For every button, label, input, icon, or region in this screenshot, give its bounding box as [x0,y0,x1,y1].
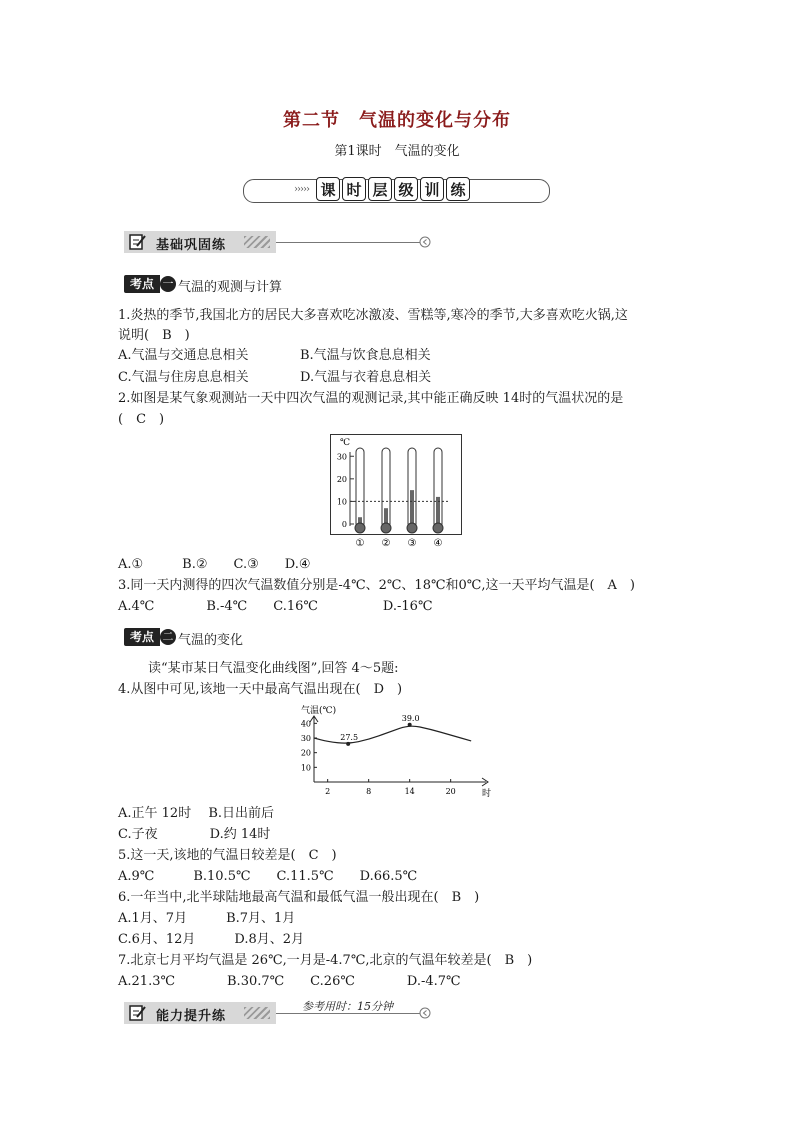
kaodian-label: 气温的变化 [178,633,244,648]
x-tick-label: 20 [445,787,456,796]
reading-intro: 读“某市某日气温变化曲线图”,回答 4～5题: [148,661,399,676]
q1-stem-line2: 说明( B ) [118,328,190,343]
banner-char: 训 [420,177,444,201]
q7-stem: 7.北京七月平均气温是 26℃,一月是-4.7℃,北京的气温年较差是( B ) [118,953,533,968]
hatch-decoration [244,236,270,248]
kaodian-number: 一 [160,276,176,292]
hatch-decoration [244,1007,270,1019]
x-tick-label: 2 [325,787,331,796]
chart-xlabel: 时 [482,789,492,799]
y-tick-label: 10 [300,763,311,773]
y-tick-label: 30 [300,734,311,743]
banner-char: 级 [394,177,418,201]
section-header-basic [124,231,276,253]
section-label: 基础巩固练 [156,238,227,253]
q6-options-row1: A.1月、7月 B.7月、1月 [118,911,296,926]
page-title: 第二节 气温的变化与分布 [283,110,511,131]
thermometer-label: ④ [433,538,443,549]
thermometer-bulb [381,523,391,533]
section-header-advanced [124,1002,276,1024]
q1-option-c: C.气温与住房息息相关 [118,370,249,385]
q4-stem: 4.从图中可见,该地一天中最高气温出现在( D ) [118,682,403,697]
chevron-right-icon: ››››› [294,184,309,195]
q1-option-b: B.气温与饮食息息相关 [300,348,431,363]
circle-arrow-icon [419,236,431,248]
q2-stem-line1: 2.如图是某气象观测站一天中四次气温的观测记录,其中能正确反映 14时的气温状况的是 [118,391,624,406]
thermometer-bulb [433,523,443,533]
data-label: 39.0 [401,713,420,723]
q4-options-row2: C.子夜 D.约 14时 [118,827,271,842]
kaodian-tag: 考点 [124,628,160,646]
q3-options: A.4℃ B.-4℃ C.16℃ D.-16℃ [118,599,433,614]
banner-title [316,177,470,201]
y-tick-label: 20 [300,748,311,758]
q2-options: A.① B.② C.③ D.④ [118,557,311,572]
q5-stem: 5.这一天,该地的气温日较差是( C ) [118,848,337,863]
banner-char: 时 [342,177,366,201]
q5-options: A.9℃ B.10.5℃ C.11.5℃ D.66.5℃ [118,869,418,884]
series-line [314,726,471,743]
thermometer-tube [356,448,364,528]
q1-option-a: A.气温与交通息息相关 [118,348,249,363]
q1-stem-line1: 1.炎热的季节,我国北方的居民大多喜欢吃冰激凌、雪糕等,寒冷的季节,大多喜欢吃火锅,这 [118,308,628,323]
y-tick-label: 40 [300,719,311,729]
y-tick-label: 0 [341,520,347,529]
banner-char: 课 [316,177,340,201]
x-tick-label: 8 [366,787,372,796]
pencil-note-icon [129,234,147,250]
axis-unit: ℃ [340,438,351,448]
q7-options: A.21.3℃ B.30.7℃ C.26℃ D.-4.7℃ [118,974,461,989]
data-label: 27.5 [340,732,359,742]
q6-options-row2: C.6月、12月 D.8月、2月 [118,932,305,947]
mercury-column [410,490,414,528]
chart-ylabel: 气温(℃) [301,706,337,716]
thermometer-label: ③ [407,538,417,549]
pencil-note-icon [129,1005,147,1021]
kaodian-label: 气温的观测与计算 [178,280,283,295]
thermometer-bulb [407,523,417,533]
time-note: 参考用时：15分钟 [302,1000,393,1013]
data-point [346,742,350,746]
circle-arrow-icon [419,1007,431,1019]
data-point [408,723,412,727]
section-divider [276,242,420,243]
y-tick-label: 10 [336,497,347,507]
lesson-subtitle: 第1课时 气温的变化 [334,144,460,159]
thermometer-label: ① [355,538,365,549]
q3-stem: 3.同一天内测得的四次气温数值分别是-4℃、2℃、18℃和0℃,这一天平均气温是( A ) [118,578,635,593]
q2-stem-line2: ( C ) [118,412,165,427]
kaodian-number: 二 [160,629,176,645]
q6-stem: 6.一年当中,北半球陆地最高气温和最低气温一般出现在( B ) [118,890,480,905]
q4-options-row1: A.正午 12时 B.日出前后 [118,806,275,821]
section-label: 能力提升练 [156,1009,227,1024]
banner-char: 层 [368,177,392,201]
thermometer-figure [330,434,462,552]
temperature-line-chart [296,702,496,802]
practice-banner [243,179,550,203]
thermometer-bulb [355,523,365,533]
section-divider [276,1013,420,1014]
q1-option-d: D.气温与衣着息息相关 [300,370,432,385]
x-tick-label: 14 [404,787,415,796]
y-tick-label: 30 [336,452,347,462]
banner-char: 练 [446,177,470,201]
thermometer-label: ② [381,538,391,549]
y-tick-label: 20 [336,474,347,484]
kaodian-tag: 考点 [124,275,160,293]
